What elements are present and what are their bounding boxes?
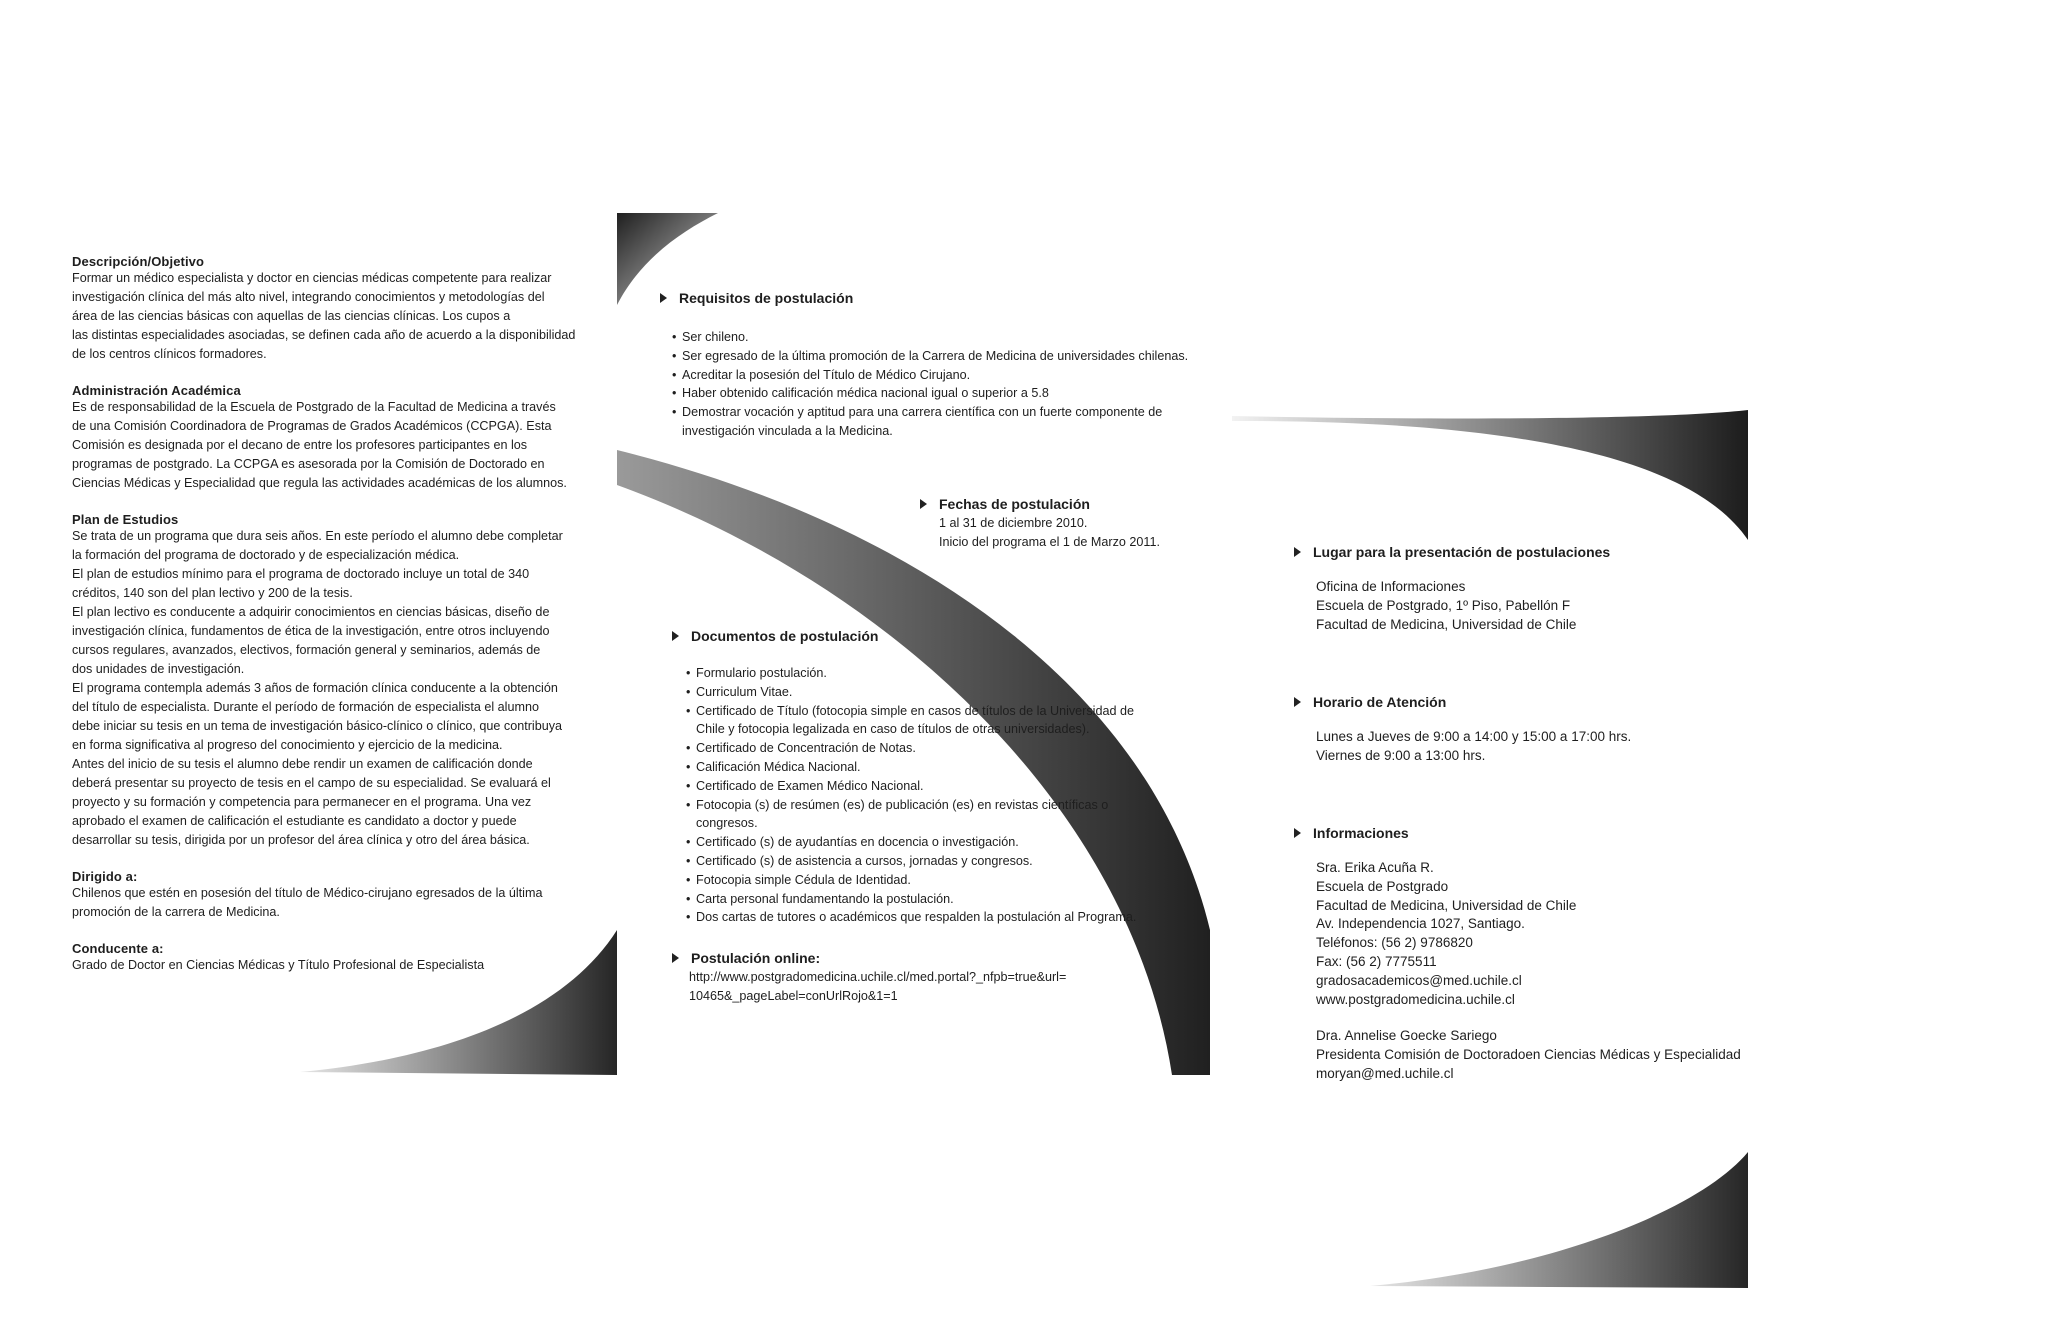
text-line: Dra. Annelise Goecke Sariego xyxy=(1316,1028,1497,1044)
list-item: • Certificado de Título (fotocopia simple en casos de títulos de la Universidad de Chile y fotocopia legalizada en caso de títulos de otras universidades). xyxy=(686,702,1156,740)
documentos-section xyxy=(672,628,1172,927)
text-line: Oficina de Informaciones xyxy=(1316,579,1466,594)
list-item: • Certificado de Examen Médico Nacional. xyxy=(686,777,1156,796)
text-line: cursos regulares, avanzados, electivos, formación general y seminarios, además de xyxy=(72,643,541,657)
online-section xyxy=(672,950,1152,1006)
list-item: • Formulario postulación. xyxy=(686,664,1156,683)
section-heading: Horario de Atención xyxy=(1313,694,1447,710)
lugar-section xyxy=(1294,544,1734,634)
text-line: la formación del programa de doctorado y de especialización médica. xyxy=(72,548,460,562)
text-line: El programa contempla además 3 años de formación clínica conducente a la obtención xyxy=(72,681,558,695)
section-heading: Postulación online: xyxy=(691,950,821,966)
text-line: Facultad de Medicina, Universidad de Chile xyxy=(1316,897,1577,913)
informaciones-heading-row xyxy=(1294,825,1754,841)
text-line: Av. Independencia 1027, Santiago. xyxy=(1316,916,1525,932)
text-line: promoción de la carrera de Medicina. xyxy=(72,905,280,919)
text-line: Se trata de un programa que dura seis años. En este período el alumno debe completar xyxy=(72,529,563,543)
text-line: proyecto y su formación y competencia para permanecer en el programa. Una vez xyxy=(72,795,532,809)
section-dirigido xyxy=(72,869,592,922)
swoosh-bottom-right xyxy=(1370,1152,1748,1288)
text-line: Teléfonos: (56 2) 9786820 xyxy=(1316,935,1473,951)
list-item: • Acreditar la posesión del Título de Médico Cirujano. xyxy=(672,366,1212,385)
arrow-right-icon xyxy=(672,953,679,963)
section-heading: Descripción/Objetivo xyxy=(72,254,205,269)
section-conducente xyxy=(72,941,592,975)
list-item: • Carta personal fundamentando la postulación. xyxy=(686,890,1156,909)
text-line: Formar un médico especialista y doctor en ciencias médicas competente para realizar xyxy=(72,271,552,285)
horario-section xyxy=(1294,694,1734,766)
section-plan-estudios xyxy=(72,512,592,850)
text-line: del título de especialista. Durante el período de formación de especialista el alumno xyxy=(72,700,539,714)
section-heading: Lugar para la presentación de postulaciones xyxy=(1313,544,1611,560)
arrow-right-icon xyxy=(1294,828,1301,838)
email-link[interactable]: gradosacademicos@med.uchile.cl xyxy=(1316,972,1522,988)
lugar-heading-row xyxy=(1294,544,1734,560)
online-url-line[interactable]: 10465&_pageLabel=conUrlRojo&1=1 xyxy=(689,989,898,1003)
text-line: 1 al 31 de diciembre 2010. xyxy=(939,516,1088,530)
left-column xyxy=(72,254,592,994)
text-line: dos unidades de investigación. xyxy=(72,662,245,676)
text-line: El plan de estudios mínimo para el programa de doctorado incluye un total de 340 xyxy=(72,567,530,581)
text-line: Comisión es designada por el decano de entre los profesores participantes en los xyxy=(72,438,528,452)
requisitos-section xyxy=(660,290,1220,441)
arrow-right-icon xyxy=(1294,547,1301,557)
text-line: de una Comisión Coordinadora de Programas de Grados Académicos (CCPGA). Esta xyxy=(72,419,552,433)
text-line: Grado de Doctor en Ciencias Médicas y Título Profesional de Especialista xyxy=(72,958,485,972)
text-line: Presidenta Comisión de Doctoradoen Ciencias Médicas y Especialidad xyxy=(1316,1047,1741,1063)
text-line: Es de responsabilidad de la Escuela de Postgrado de la Facultad de Medicina a través xyxy=(72,400,556,414)
text-line: deberá presentar su proyecto de tesis en el campo de su especialidad. Se evaluará el xyxy=(72,776,551,790)
list-item: • Certificado (s) de ayudantías en docencia o investigación. xyxy=(686,833,1156,852)
list-item: • Ser egresado de la última promoción de la Carrera de Medicina de universidades chilenas. xyxy=(672,347,1212,366)
arrow-right-icon xyxy=(672,631,679,641)
text-line: área de las ciencias básicas con aquellas de las ciencias clínicas. Los cupos a xyxy=(72,309,511,323)
fechas-heading-row xyxy=(920,496,1220,512)
online-heading-row xyxy=(672,950,1152,966)
swoosh-top-right xyxy=(1232,410,1748,540)
section-heading: Conducente a: xyxy=(72,941,164,956)
text-line: Ciencias Médicas y Especialidad que regula las actividades académicas de los alumnos. xyxy=(72,476,567,490)
website-link[interactable]: www.postgradomedicina.uchile.cl xyxy=(1316,991,1515,1007)
section-heading: Fechas de postulación xyxy=(939,496,1090,512)
list-item: • Dos cartas de tutores o académicos que respalden la postulación al Programa. xyxy=(686,908,1156,927)
contact-block-2 xyxy=(1294,1027,1754,1083)
section-heading: Requisitos de postulación xyxy=(679,290,854,306)
list-item: • Fotocopia (s) de resúmen (es) de publicación (es) en revistas científicas o congresos. xyxy=(686,796,1156,834)
text-line: Lunes a Jueves de 9:00 a 14:00 y 15:00 a 17:00 hrs. xyxy=(1316,729,1632,744)
requisitos-list xyxy=(660,320,1212,441)
text-line: Viernes de 9:00 a 13:00 hrs. xyxy=(1316,747,1486,763)
text-line: programas de postgrado. La CCPGA es asesorada por la Comisión de Doctorado en xyxy=(72,457,545,471)
text-line: investigación clínica, fundamentos de ética de la investigación, entre otros incluyendo xyxy=(72,624,550,638)
section-descripcion xyxy=(72,254,592,364)
list-item: • Ser chileno. xyxy=(672,328,1212,347)
text-line: Chilenos que estén en posesión del título de Médico-cirujano egresados de la última xyxy=(72,886,543,900)
section-heading: Administración Académica xyxy=(72,383,241,398)
text-line: debe iniciar su tesis en un tema de investigación básico-clínico o clínico, que contribuya xyxy=(72,719,563,733)
text-line: investigación clínica del más alto nivel, integrando conocimientos y metodologías del xyxy=(72,290,545,304)
list-item: • Curriculum Vitae. xyxy=(686,683,1156,702)
section-heading: Informaciones xyxy=(1313,825,1409,841)
email-link[interactable]: moryan@med.uchile.cl xyxy=(1316,1065,1454,1081)
text-line: créditos, 140 son del plan lectivo y 200 de la tesis. xyxy=(72,586,353,600)
text-line: Facultad de Medicina, Universidad de Chile xyxy=(1316,616,1577,632)
section-heading: Documentos de postulación xyxy=(691,628,879,644)
section-heading: Plan de Estudios xyxy=(72,512,179,527)
arrow-right-icon xyxy=(920,499,927,509)
list-item: • Haber obtenido calificación médica nacional igual o superior a 5.8 xyxy=(672,384,1212,403)
section-heading: Dirigido a: xyxy=(72,869,138,884)
list-item: • Fotocopia simple Cédula de Identidad. xyxy=(686,871,1156,890)
list-item: • Demostrar vocación y aptitud para una carrera científica con un fuerte componente de investigación vinculada a la Medicina. xyxy=(672,403,1212,441)
fechas-section xyxy=(920,496,1220,552)
documentos-heading-row xyxy=(672,628,1172,644)
requisitos-heading-row xyxy=(660,290,1220,306)
text-line: Fax: (56 2) 7775511 xyxy=(1316,953,1437,969)
horario-heading-row xyxy=(1294,694,1734,710)
informaciones-section xyxy=(1294,825,1754,1084)
list-item: • Calificación Médica Nacional. xyxy=(686,758,1156,777)
list-item: • Certificado de Concentración de Notas. xyxy=(686,739,1156,758)
text-line: Escuela de Postgrado, 1º Piso, Pabellón F xyxy=(1316,597,1571,613)
text-line: El plan lectivo es conducente a adquirir conocimientos en ciencias básicas, diseño de xyxy=(72,605,550,619)
arrow-right-icon xyxy=(660,293,667,303)
list-item: • Certificado (s) de asistencia a cursos, jornadas y congresos. xyxy=(686,852,1156,871)
text-line: las distintas especialidades asociadas, se definen cada año de acuerdo a la disponibilidad xyxy=(72,328,576,342)
arrow-right-icon xyxy=(1294,697,1301,707)
text-line: Inicio del programa el 1 de Marzo 2011. xyxy=(939,535,1160,549)
online-url-line[interactable]: http://www.postgradomedicina.uchile.cl/med.portal?_nfpb=true&url= xyxy=(689,970,1067,984)
text-line: en forma significativa al progreso del conocimiento y ejercicio de la medicina. xyxy=(72,738,503,752)
text-line: desarrollar su tesis, dirigida por un profesor del área clínica y otro del área básica. xyxy=(72,833,530,847)
contact-block-1 xyxy=(1294,859,1754,1009)
documentos-list xyxy=(672,658,1156,927)
text-line: Antes del inicio de su tesis el alumno debe rendir un examen de calificación donde xyxy=(72,757,533,771)
text-line: Escuela de Postgrado xyxy=(1316,878,1449,894)
text-line: Sra. Erika Acuña R. xyxy=(1316,860,1434,875)
text-line: de los centros clínicos formadores. xyxy=(72,347,267,361)
section-administracion xyxy=(72,383,592,493)
text-line: aprobado el examen de calificación el estudiante es candidato a doctor y puede xyxy=(72,814,517,828)
